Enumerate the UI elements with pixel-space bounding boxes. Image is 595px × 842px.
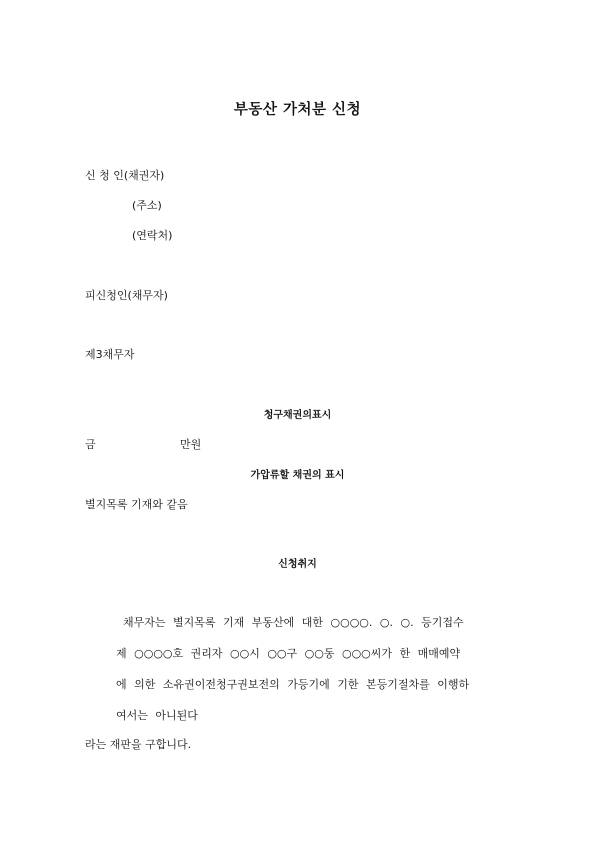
respondent-label: 피신청인(채무자) [85, 289, 168, 302]
contact-label: (연락처) [132, 229, 173, 242]
claim-heading: 청구채권의표시 [263, 410, 332, 421]
applicant-label: 신 청 인(채권자) [85, 169, 165, 182]
purpose-line: 채무자는 별지목록 기재 부동산에 대한 ○○○○. ○. ○. 등기접수 [123, 616, 464, 629]
closing-line: 라는 재판을 구합니다. [85, 738, 192, 751]
address-label: (주소) [132, 199, 162, 212]
third-debtor-label: 제3채무자 [85, 348, 135, 361]
purpose-line: 제 ○○○○호 권리자 ○○시 ○○구 ○○동 ○○○씨가 한 매매예약 [116, 647, 461, 660]
amount-unit: 만원 [180, 438, 202, 451]
purpose-line: 여서는 아니된다 [116, 709, 198, 722]
purpose-line: 에 의한 소유권이전청구권보전의 가등기에 기한 본등기절차를 이행하 [116, 678, 470, 691]
purpose-heading: 신청취지 [278, 559, 317, 570]
document-title: 부동산 가처분 신청 [233, 102, 362, 118]
preserved-claim-text: 별지목록 기재와 같음 [85, 498, 188, 511]
preserved-claim-heading: 가압류할 채권의 표시 [250, 470, 345, 481]
amount-prefix: 금 [85, 438, 96, 451]
